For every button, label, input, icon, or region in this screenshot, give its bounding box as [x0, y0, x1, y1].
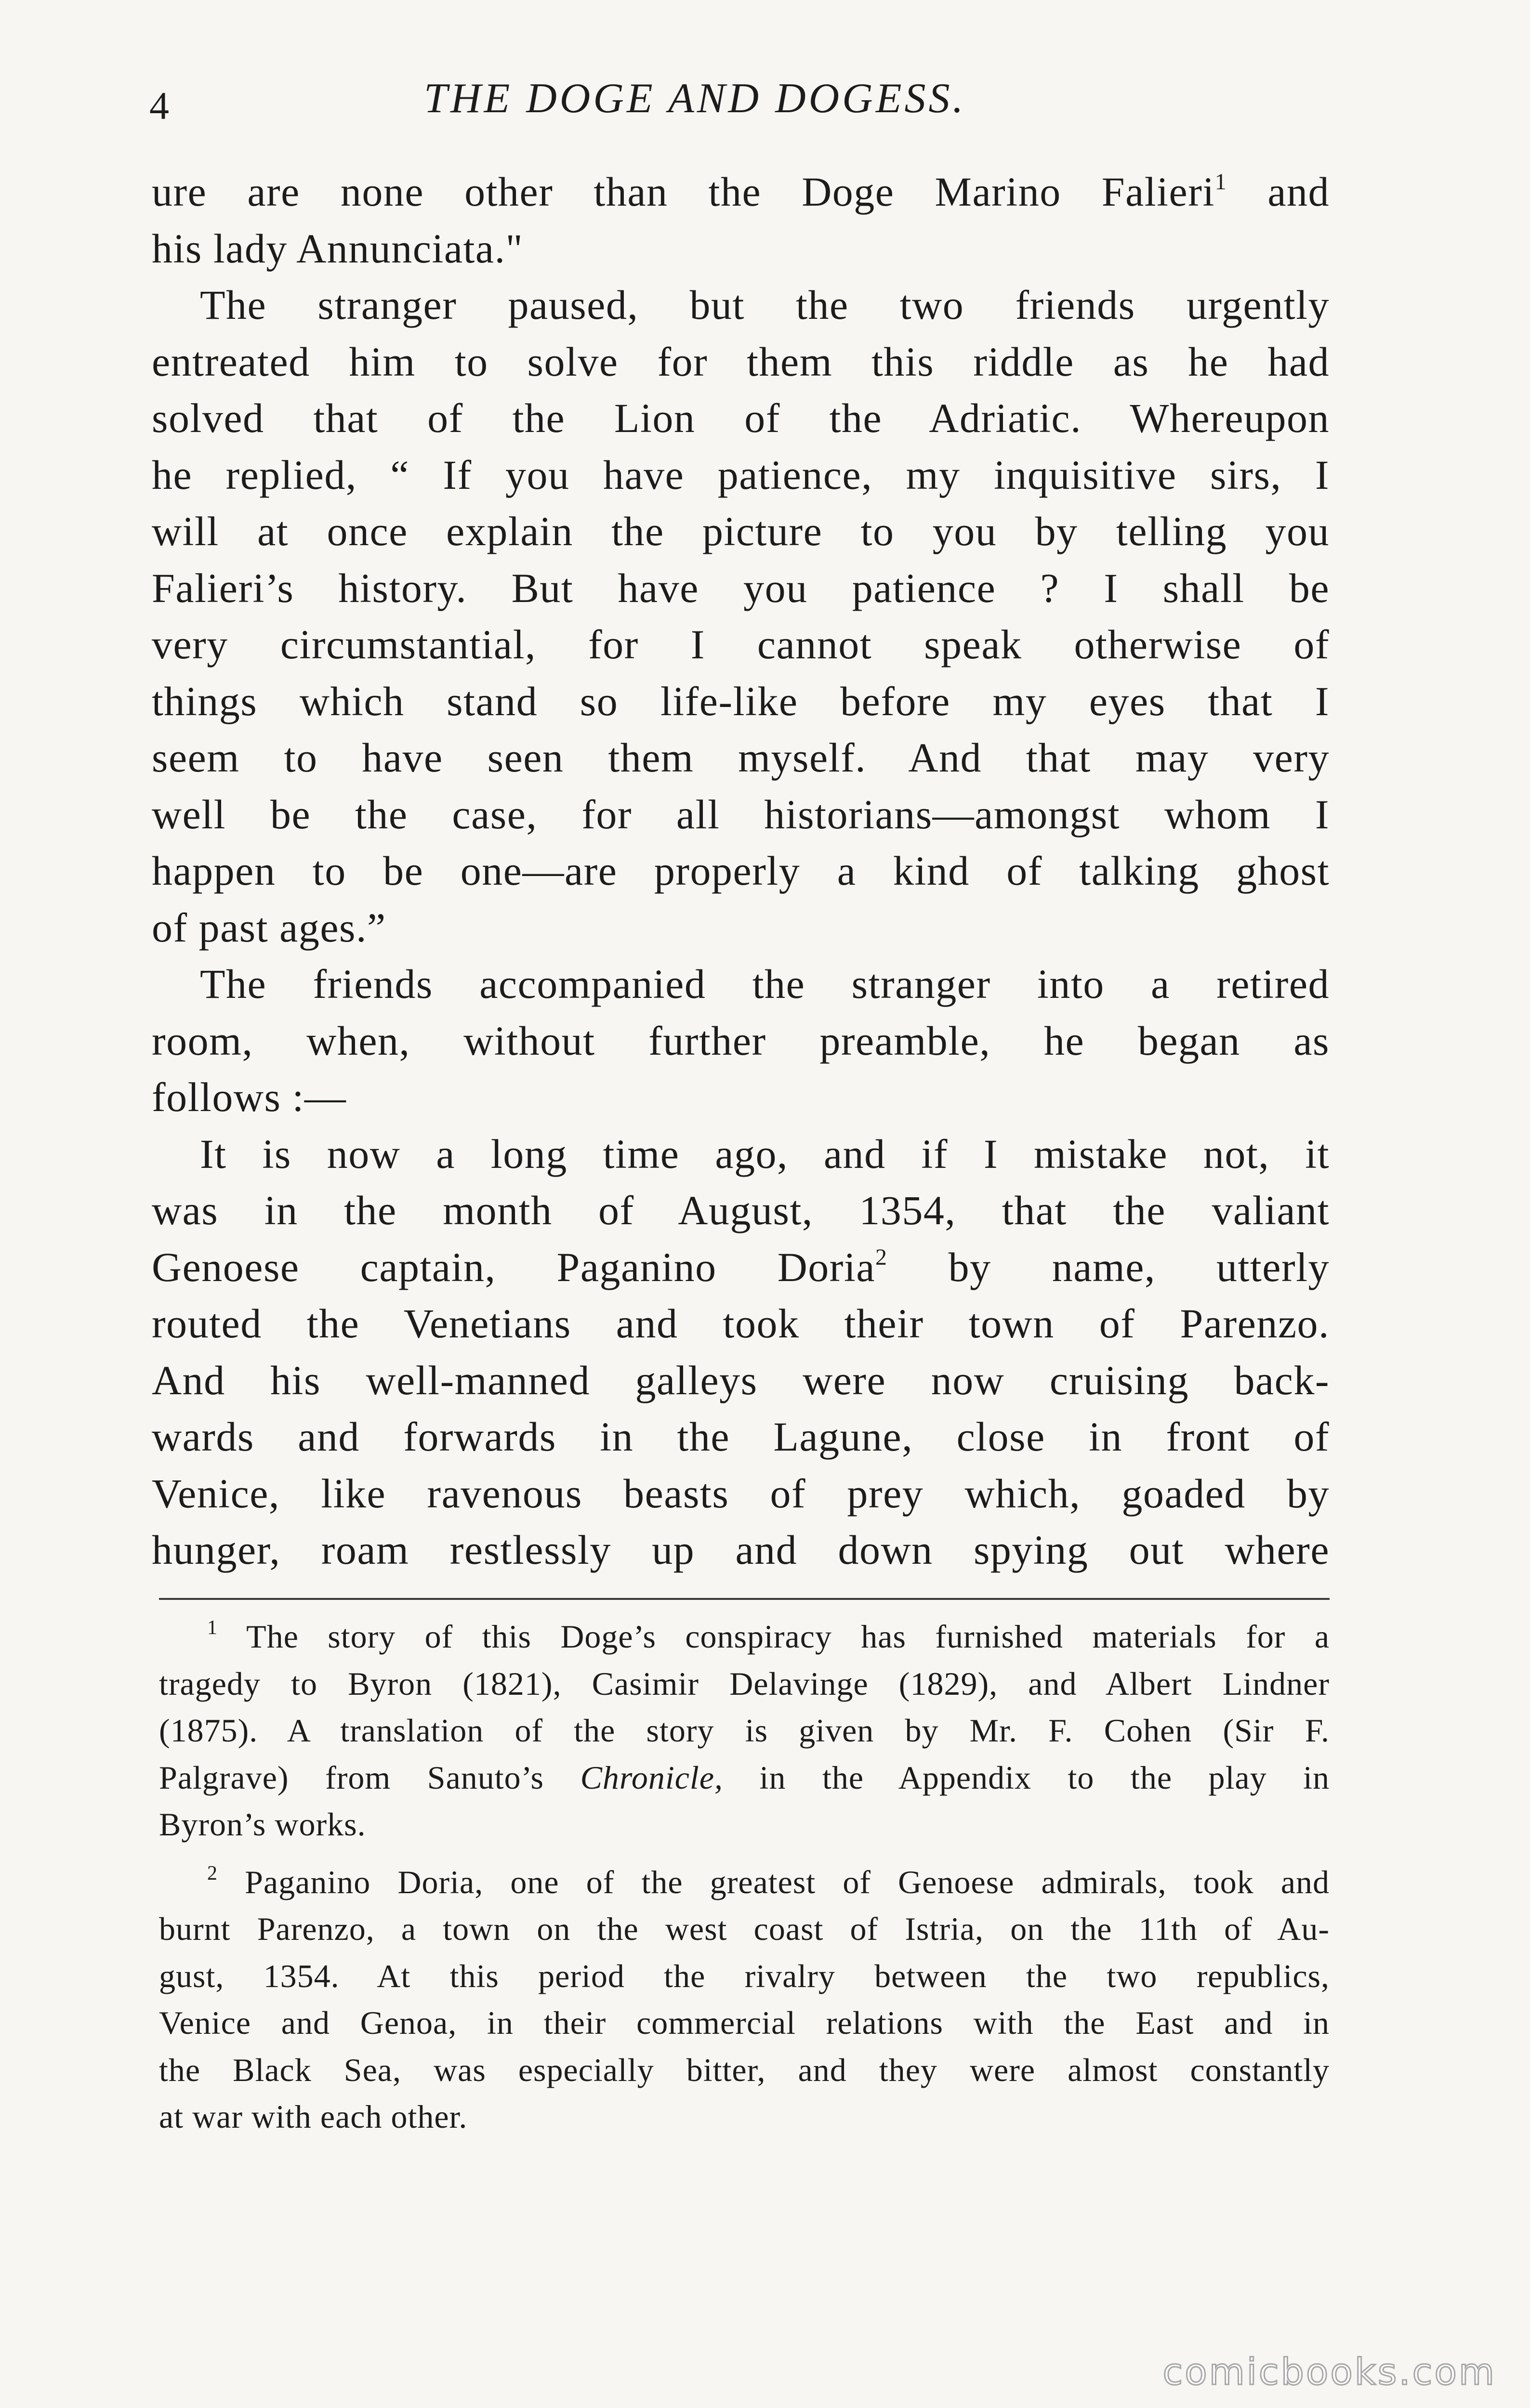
body-line: Venice, like ravenous beasts of prey which, goaded by	[152, 1470, 1330, 1517]
footnotes	[159, 1613, 1330, 2141]
footnote-line: tragedy to Byron (1821), Casimir Delavinge (1829), and Albert Lindner	[159, 1665, 1330, 1702]
footnote-line: $^2$ Paganino Doria, one of the greatest of Genoese admirals, took and	[207, 1862, 1330, 1900]
body-line: well be the case, for all historians—amongst whom I	[152, 791, 1330, 838]
body-line: things which stand so life-like before my eyes that I	[152, 678, 1330, 724]
running-title: THE DOGE AND DOGESS.	[424, 75, 966, 122]
page-header	[149, 67, 1339, 135]
footnote-number: 1	[207, 1617, 218, 1639]
footnote-marker: 2	[875, 1244, 888, 1270]
body-line: And his well-manned galleys were now cruising back-	[152, 1357, 1330, 1403]
body-line: wards and forwards in the Lagune, close in front of	[152, 1413, 1330, 1460]
footnote-line: at war with each other.	[159, 2098, 468, 2135]
footnote-divider	[159, 1598, 1330, 1600]
footnote-marker: 1	[1214, 169, 1227, 195]
body-line: ure are none other than the Doge Marino Falieri$^1$ and	[152, 169, 1330, 215]
page-number: 4	[149, 84, 169, 128]
body-line: The friends accompanied the stranger into a retired	[200, 961, 1330, 1007]
footnote-line: the Black Sea, was especially bitter, and they were almost constantly	[159, 2051, 1330, 2088]
body-text	[152, 164, 1330, 1579]
body-line: very circumstantial, for I cannot speak otherwise of	[152, 621, 1330, 667]
body-line: It is now a long time ago, and if I mistake not, it	[200, 1130, 1330, 1177]
footnote-line: $^1$ The story of this Doge’s conspiracy has furnished materials for a	[207, 1617, 1330, 1655]
body-line: routed the Venetians and took their town of Parenzo.	[152, 1300, 1330, 1347]
body-line: seem to have seen them myself. And that may very	[152, 734, 1330, 781]
footnote-number: 2	[207, 1862, 218, 1885]
italic-title: Chronicle,	[580, 1759, 724, 1796]
footnote-line: Byron’s works.	[159, 1806, 366, 1843]
body-line: The stranger paused, but the two friends urgently	[200, 282, 1330, 328]
body-line: Falieri’s history. But have you patience ? I shall be	[152, 564, 1330, 611]
body-line: room, when, without further preamble, he began as	[152, 1017, 1330, 1064]
body-line: hunger, roam restlessly up and down spying out where	[152, 1527, 1330, 1573]
footnote-line: Palgrave) from Sanuto’s Chronicle, in the Appendix to the play in	[159, 1759, 1330, 1796]
body-line: happen to be one—are properly a kind of talking ghost	[152, 848, 1330, 894]
footnote-line: burnt Parenzo, a town on the west coast of Istria, on the 11th of Au-	[159, 1911, 1330, 1947]
body-line: will at once explain the picture to you by telling you	[152, 508, 1330, 554]
watermark: comicbooks.com	[1162, 2350, 1496, 2393]
body-line: was in the month of August, 1354, that the valiant	[152, 1187, 1330, 1233]
body-line: he replied, “ If you have patience, my inquisitive sirs, I	[152, 451, 1330, 498]
body-line: solved that of the Lion of the Adriatic. Whereupon	[152, 395, 1330, 441]
footnote-line: gust, 1354. At this period the rivalry between the two republics,	[159, 1957, 1330, 1994]
footnote-line: (1875). A translation of the story is given by Mr. F. Cohen (Sir F.	[159, 1712, 1330, 1749]
body-line: his lady Annunciata."	[152, 225, 524, 272]
body-line: follows :—	[152, 1074, 347, 1120]
body-line: entreated him to solve for them this riddle as he had	[152, 338, 1330, 385]
body-line: Genoese captain, Paganino Doria$^2$ by name, utterly	[152, 1243, 1330, 1290]
body-line: of past ages.”	[152, 904, 386, 951]
footnote-line: Venice and Genoa, in their commercial relations with the East and in	[159, 2004, 1330, 2041]
